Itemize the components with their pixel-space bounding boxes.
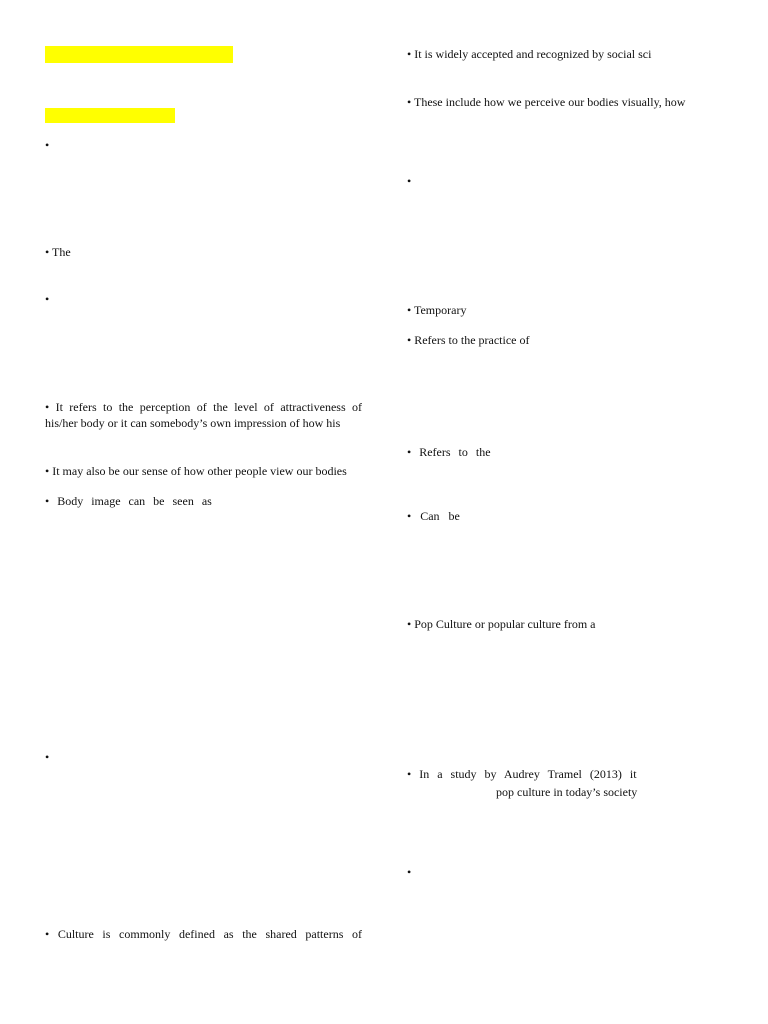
bullet-empty: • (45, 750, 50, 764)
social-sci-line: • It is widely accepted and recognized by social sci (407, 47, 652, 61)
study-line-1: • In a study by Audrey Tramel (2013) it (407, 767, 637, 781)
study-line-2: pop culture in today’s society (496, 785, 638, 799)
bullet-the: • The (45, 245, 71, 259)
attractiveness-line-2: his/her body or it can somebody’s own impression of how his (45, 416, 341, 430)
bullet-empty: • (407, 174, 412, 188)
refers-to-the-line: • Refers to the (407, 445, 491, 459)
bullet-empty: • (45, 292, 50, 306)
other-people-view-line: • It may also be our sense of how other people view our bodies (45, 464, 347, 478)
pop-culture-line: • Pop Culture or popular culture from a (407, 617, 596, 631)
bullet-empty: • (45, 138, 50, 152)
bullet-empty: • (407, 865, 412, 879)
highlighted-subheading-block (45, 108, 175, 123)
perceive-bodies-line: • These include how we perceive our bodies visually, how (407, 95, 686, 109)
attractiveness-line-1: • It refers to the perception of the level of attractiveness of (45, 400, 362, 414)
refers-to-practice-line: • Refers to the practice of (407, 333, 530, 347)
culture-definition-line: • Culture is commonly defined as the shared patterns of (45, 927, 362, 941)
highlighted-heading-block (45, 46, 233, 63)
body-image-line: • Body image can be seen as (45, 494, 212, 508)
can-be-line: • Can be (407, 509, 460, 523)
temporary-line: • Temporary (407, 303, 467, 317)
